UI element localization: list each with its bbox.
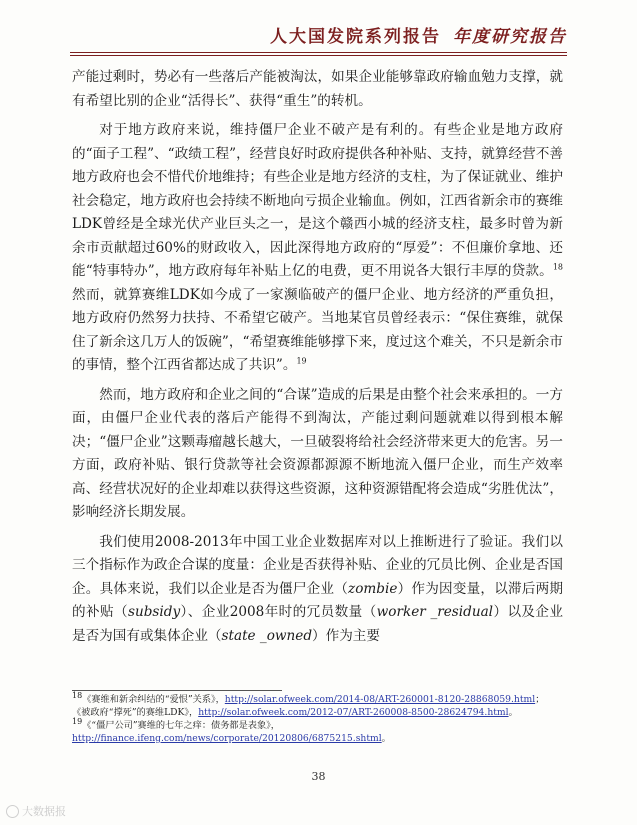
footnote-ref-19[interactable]: 19 — [296, 356, 307, 366]
footnote-19-line-2: http://finance.ifeng.com/news/corporate/20120806/6875215.shtml。 — [72, 733, 391, 744]
header-rule — [70, 52, 567, 53]
paragraph-4: 我们使用2008-2013年中国工业企业数据库对以上推断进行了验证。我们以三个指标作为政企合谋的度量：企业是否获得补贴、企业的冗员比例、企业是否国企。具体来说，我们以企业是否为僵尸企业（zombie）作为因变量，以滞后两期的补贴（subsidy）、企业2008年时的冗员数量（worker _residual）以及企业是否为国有或集体企业（state _owned）作为主要 — [72, 533, 564, 644]
footnote-18-line-2: 《被政府“撑死”的赛维LDK》，http://solar.ofweek.com/2012-07/ART-260008-8500-28624794.html。 — [72, 707, 518, 718]
report-header — [70, 22, 567, 47]
footnote-ref-18[interactable]: 18 — [552, 262, 563, 272]
report-series-title: 人大国发院系列报告 — [270, 27, 441, 47]
footnote-18-link-1[interactable]: http://solar.ofweek.com/2014-08/ART-260001-8120-28868059.html — [224, 694, 536, 705]
page-number: 38 — [311, 770, 326, 783]
watermark — [6, 803, 66, 819]
footnote-19-link-1[interactable]: http://finance.ifeng.com/news/corporate/20120806/6875215.shtml — [72, 733, 382, 744]
var-state-owned: state _owned — [221, 627, 313, 644]
paragraph-1: 产能过剩时，势必有一些落后产能被淘汰，如果企业能够靠政府输血勉力支撑，就有希望比别的企业“活得长”、获得“重生”的转机。 — [72, 69, 563, 109]
var-worker-residual: worker _residual — [376, 604, 494, 620]
footnotes — [72, 690, 577, 745]
paragraph-2: 对于地方政府来说，维持僵尸企业不破产是有利的。有些企业是地方政府的“面子工程”、“政绩工程”，经营良好时政府提供各种补贴、支持，就算经营不善地方政府也会不惜代价地维持；有些企业是地方经济的支柱，为了保证就业、维护社会稳定，地方政府也会持续不断地向亏损企业输血。例如，江西省新余市的赛维LDK曾经是全球光伏产业巨头之一，是这个赣西小城的经济支柱，最多时曾为新余市贡献超过60%的财政收入，因此深得地方政府的“厚爱”：不但廉价拿地、还能“特事特办”，地方政府每年补贴上亿的电费，更不用说各大银行丰厚的贷款。$^{18}$然而，就算赛维LDK如今成了一家濒临破产的僵尸企业、地方经济的严重负担，地方政府仍然努力扶持、不希望它破产。当地某官员曾经表示：“保住赛维，就保住了新余这几万人的饭碗”，“希望赛维能够撑下来，度过这个难关，不只是新余市的事情，整个江西省都达成了共识”。$^{19}$ — [72, 122, 563, 373]
var-subsidy: subsidy — [127, 604, 181, 620]
footnote-rule — [72, 690, 282, 691]
watermark-text: 大数据报 — [22, 805, 66, 818]
watermark-logo-icon — [6, 805, 19, 818]
footnote-19-line-1: $^{19}$《“僵尸公司”赛维的七年之痒：债务都是表象》， — [72, 716, 280, 731]
body-text — [72, 66, 563, 650]
footnote-18-line-1: $^{18}$《赛维和新余纠结的“爱恨”关系》，http://solar.ofweek.com/2014-08/ART-260001-8120-28868059.html； — [72, 690, 545, 705]
header-rule-thin — [70, 55, 567, 56]
var-zombie: zombie — [348, 580, 398, 597]
footnote-18-link-2[interactable]: http://solar.ofweek.com/2012-07/ART-260008-8500-28624794.html — [198, 707, 509, 718]
paragraph-3: 然而，地方政府和企业之间的“合谋”造成的后果是由整个社会来承担的。一方面，由僵尸企业代表的落后产能得不到淘汰，产能过剩问题就难以得到根本解决；“僵尸企业”这颗毒瘤越长越大，一旦破裂将给社会经济带来更大的危害。另一方面，政府补贴、银行贷款等社会资源都源源不断地流入僵尸企业，而生产效率高、经营状况好的企业却难以获得这些资源，这种资源错配将会造成“劣胜优汰”，影响经济长期发展。 — [72, 386, 563, 520]
annual-report-label: 年度研究报告 — [453, 27, 567, 47]
